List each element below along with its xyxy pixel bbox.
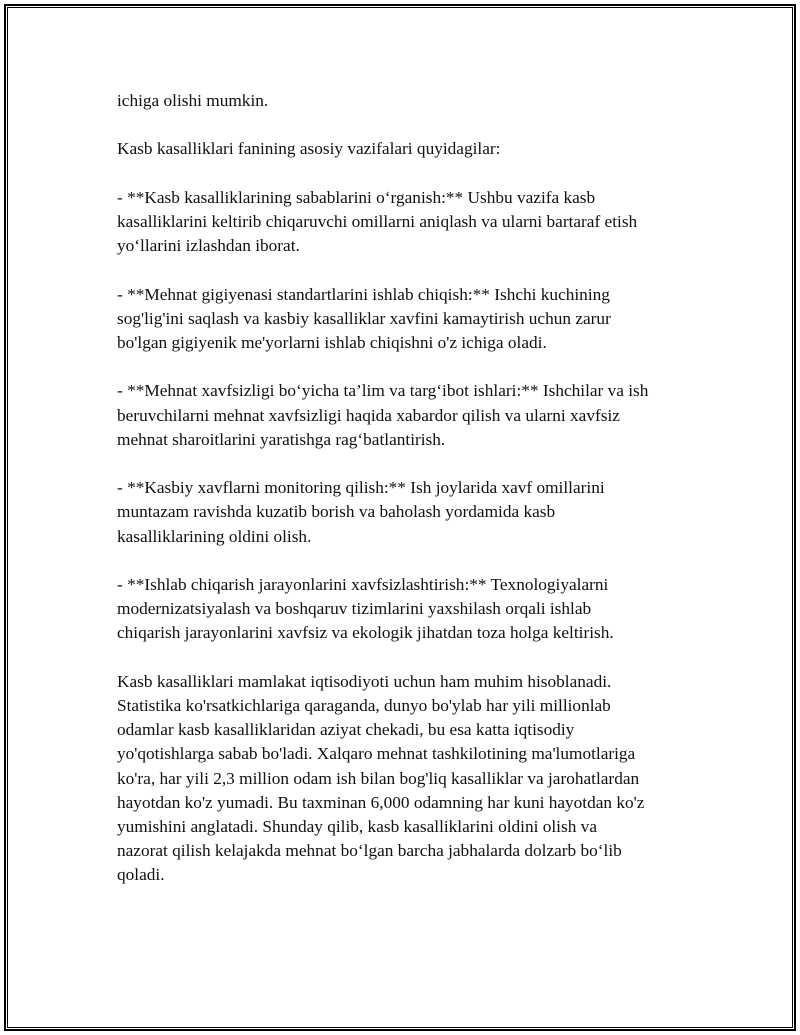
list-item-safety-education: - **Mehnat xavfsizligi bo‘yicha ta’lim va targ‘ibot ishlari:** Ishchilar va ish beruvchilarni mehnat xavfsizligi haqida xabardor qilish va ularni xavfsiz mehnat sharoitlarini yaratishga rag‘batlantirish. [117,381,649,449]
paragraph-continuation: ichiga olishi mumkin. [117,91,269,110]
list-item-causes: - **Kasb kasalliklarining sabablarini o‘rganish:** Ushbu vazifa kasb kasalliklarini keltirib chiqaruvchi omillarni aniqlash va ularni bartaraf etish yo‘llarini izlashdan iborat. [117,187,638,256]
list-item-process-safety: - **Ishlab chiqarish jarayonlarini xavfsizlashtirish:** Texnologiyalarni modernizatsiyalash va boshqaruv tizimlarini yaxshilash orqali ishlab chiqarish jarayonlarini xavfsiz va ekologik jihatdan toza holga keltirish. [117,574,614,643]
paragraph-tasks-intro: Kasb kasalliklari fanining asosiy vazifalari quyidagilar: [117,139,501,159]
paragraph-economic-impact: Kasb kasalliklari mamlakat iqtisodiyoti uchun ham muhim hisoblanadi. Statistika ko'rsatkichlariga qaraganda, dunyo bo'ylab har yili millionlab odamlar kasb kasalliklaridan aziyat chekadi, bu esa katta iqtisodiy yo'qotishlarga sabab bo'ladi. Xalqaro mehnat tashkilotining ma'lumotlariga ko'ra, har yili 2,3 million odam ish bilan bog'liq kasalliklar va jarohatlardan hayotdan ko'z yumadi. Bu taxminan 6,000 odamning har kuni hayotdan ko'z yumishini anglatadi. Shunday qilib, kasb kasalliklarini oldini olish va nazorat qilish kelajakda mehnat bo‘lgan barcha jabhalarda dolzarb bo‘lib qoladi. [117,671,645,885]
list-item-hygiene-standards: - **Mehnat gigiyenasi standartlarini ishlab chiqish:** Ishchi kuchining sog'lig'ini saqlash va kasbiy kasalliklar xavfini kamaytirish uchun zarur bo'lgan gigiyenik me'yorlarni ishlab chiqishni o'z ichiga oladi. [117,284,611,352]
list-item-risk-monitoring: - **Kasbiy xavflarni monitoring qilish:** Ish joylarida xavf omillarini muntazam ravishda kuzatib borish va baholash yordamida kasb kasalliklarining oldini olish. [117,478,605,546]
document-body [117,89,717,912]
